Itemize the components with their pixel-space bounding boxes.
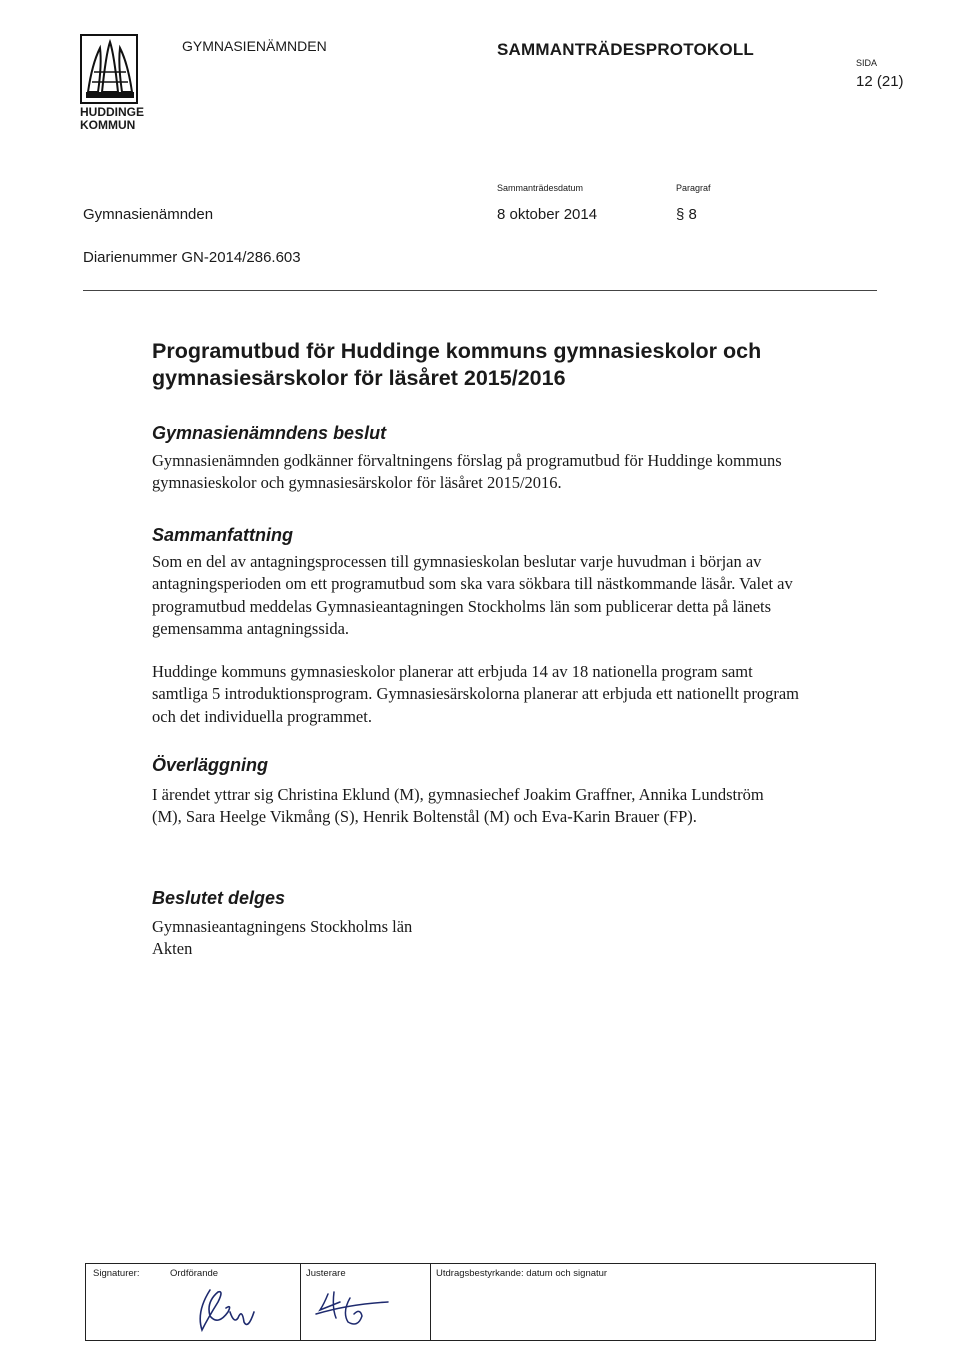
adjuster-label: Justerare — [306, 1268, 346, 1279]
signature-divider — [430, 1263, 431, 1341]
extract-certification-label: Utdragsbestyrkande: datum och signatur — [436, 1268, 608, 1279]
distribution-item: Gymnasieantagningens Stockholms län — [152, 917, 413, 936]
paragraph-label: Paragraf — [676, 183, 711, 193]
summary-text-2: Huddinge kommuns gymnasieskolor planerar att erbjuda 14 av 18 nationella program samt samtliga 5 introduktionsprogram. Gymnasiesärskolorna planerar att erbjuda ett nationellt program och det individuella programmet. — [152, 662, 799, 726]
paragraph-number: § 8 — [676, 206, 697, 223]
document-type: SAMMANTRÄDESPROTOKOLL — [497, 40, 754, 59]
distribution-heading: Beslutet delges — [152, 888, 286, 908]
page-title — [152, 338, 852, 392]
page-number: 12 (21) — [856, 73, 904, 90]
municipality-crest-icon — [80, 34, 140, 106]
distribution-list — [152, 916, 412, 961]
organization-name: GYMNASIENÄMNDEN — [182, 38, 327, 54]
summary-text-1: Som en del av antagningsprocessen till gymnasieskolan beslutar varje huvudman i början av antagningsperioden om ett programutbud som ska vara sökbara till nästkommande läsår. Valet av programutbud meddelas Gymnasieantagningen Stockholms län som publicerar detta på länets gemensamma antagningssida. — [152, 552, 793, 638]
deliberation-heading: Överläggning — [152, 755, 269, 775]
diarie-number: Diarienummer GN-2014/286.603 — [83, 249, 301, 266]
deliberation-text: I ärendet yttrar sig Christina Eklund (M), gymnasiechef Joakim Graffner, Annika Lundström (M), Sara Heelge Vikmång (S), Henrik Boltenstål (M) och Eva-Karin Brauer (FP). — [152, 785, 764, 827]
chair-label: Ordförande — [170, 1268, 219, 1279]
title-line-1: Programutbud för Huddinge kommuns gymnasieskolor och — [152, 339, 762, 363]
meeting-date: 8 oktober 2014 — [497, 206, 598, 223]
municipality-logo-text: HUDDINGE KOMMUN — [80, 105, 145, 132]
signatures-label: Signaturer: — [93, 1268, 140, 1279]
chair-signature-icon — [188, 1282, 268, 1338]
signature-divider — [300, 1263, 301, 1341]
distribution-item: Akten — [152, 939, 193, 959]
title-line-2: gymnasiesärskolor för läsåret 2015/2016 — [152, 366, 566, 390]
summary-heading: Sammanfattning — [152, 525, 294, 545]
committee-name: Gymnasienämnden — [83, 206, 214, 223]
meeting-date-label: Sammanträdesdatum — [497, 183, 584, 193]
header-divider — [83, 290, 877, 291]
adjuster-signature-icon — [310, 1284, 400, 1334]
decision-heading: Gymnasienämndens beslut — [152, 423, 387, 443]
decision-text: Gymnasienämnden godkänner förvaltningens förslag på programutbud för Huddinge kommuns gymnasieskolor och gymnasiesärskolor för läsåret 2015/2016. — [152, 451, 782, 493]
page-label: SIDA — [856, 58, 878, 68]
